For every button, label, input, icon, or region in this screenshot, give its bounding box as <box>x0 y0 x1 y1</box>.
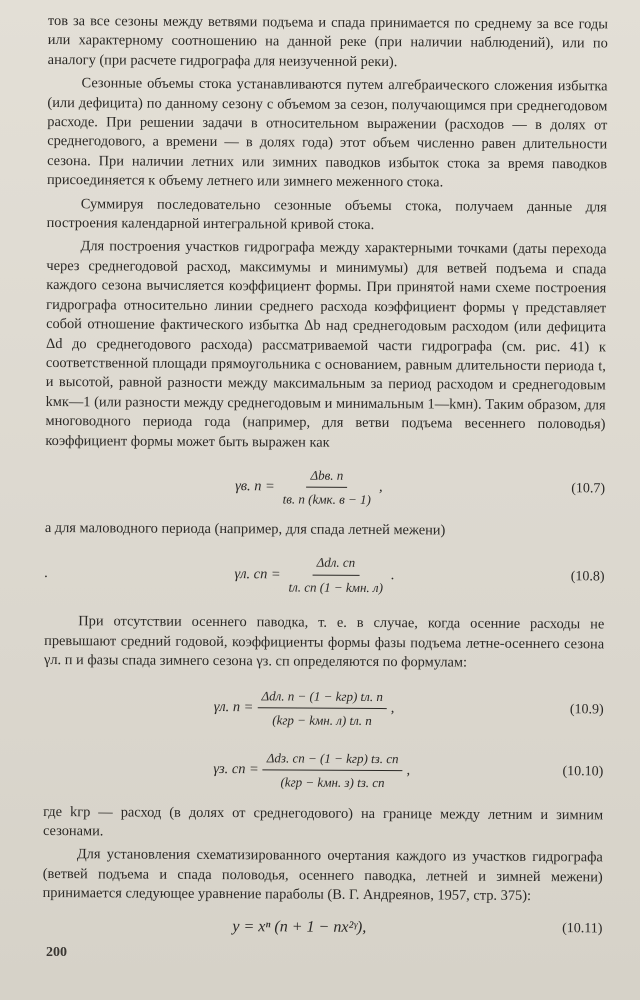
paragraph-5: а для маловодного периода (например, для спада летней межени) <box>44 519 446 539</box>
formula-10-9-tail: , <box>390 699 395 716</box>
formula-10-9-lhs: γл. п = <box>213 698 254 716</box>
formula-10-11 <box>42 908 602 947</box>
paragraph-2: Сезонные объемы стока устанавливаются путем алгебраического сложения избытка (или дефицита) по данному сезону с объемом за сезон, получающимся при среднегодовом расходе. При решении задачи в относительном выражении (расходов — в долях от среднегодового, а времени — в долях года) этот объем численно равен длительности сезона. При наличии летних или зимних паводков избыток стока за время паводков присоединяется к объему летнего или зимнего меженного стока. <box>46 75 608 191</box>
formula-10-9-numerator: Δdл. п − (1 − kгр) tл. п <box>257 686 387 709</box>
formula-10-8 <box>44 548 604 601</box>
formula-10-7-fraction <box>279 465 376 509</box>
formula-10-10-lhs: γз. сп = <box>213 760 259 778</box>
formula-10-7 <box>45 461 605 514</box>
formula-10-9 <box>44 681 604 736</box>
formula-10-10 <box>43 743 603 798</box>
formula-10-7-tail: , <box>378 479 383 496</box>
paragraph-3: Суммируя последовательно сезонные объемы стока, получаем данные для построения календарной интегральной кривой стока. <box>46 195 607 234</box>
formula-10-11-body: y = xⁿ (n + 1 − nx²ᵞ), <box>232 918 367 936</box>
formula-10-7-numerator: Δbв. п <box>306 466 347 489</box>
paragraph-8: Для установления схематизированного очертания каждого из участков гидрографа (ветвей подъема и спада половодья, осеннего паводка, летней и зимней межени) принимается следующее уравнение параболы (В. Г. Андреянов, 1957, стр. 375): <box>42 846 603 905</box>
formula-10-9-body <box>214 682 395 735</box>
formula-10-9-fraction <box>257 686 387 731</box>
formula-10-7-lhs: γв. п = <box>235 478 275 495</box>
formula-10-8-denominator: tл. сп (1 − kмн. л) <box>288 579 384 595</box>
formula-10-8-tail: . <box>390 566 395 583</box>
formula-10-7-body <box>235 462 383 513</box>
equation-number-10-9: (10.9) <box>569 702 604 718</box>
page-number: 200 <box>46 945 67 960</box>
paragraph-1: тов за все сезоны между ветвями подъема и спада принимается по среднему за все годы или характерному соотношению на данной реке (при наличии наблюдений), или по аналогу (при расчете гидрографа для неизученной реки). <box>47 12 608 70</box>
paragraph-4: Для построения участков гидрографа между характерными точками (даты перехода через среднегодовой расход, максимумы и минимумы) для ветвей подъема и спада каждого сезона вычисляется коэффициент формы. При принятой нами схеме построения гидрографа относительно линии среднего расхода коэффициент формы γ представляет собой отношение фактического избытка Δb над среднегодовым расходом (или дефицита Δd до среднегодового расхода) рассматриваемой части гидрографа (см. рис. 41) к соответственной площади прямоугольника с основанием, равным длительности периода t, и высотой, равной разности между максимальным за период расходом и среднегодовым kмк—1 (или разности между среднегодовым и минимальным 1—kмн). Таким образом, для многоводного периода года (например, для ветви подъема весеннего половодья) коэффициент формы может быть выражен как <box>45 238 607 451</box>
formula-10-8-lead: . <box>44 564 49 581</box>
equation-number-10-10: (10.10) <box>562 764 604 780</box>
page-body <box>42 12 608 955</box>
formula-10-7-denominator: tв. п (kмк. в − 1) <box>282 491 371 508</box>
formula-10-8-body <box>234 549 394 600</box>
equation-number-10-11: (10.11) <box>562 921 603 937</box>
formula-10-8-fraction <box>284 553 387 597</box>
equation-number-10-7: (10.7) <box>571 481 606 497</box>
formula-10-10-body <box>213 744 410 797</box>
formula-10-8-lhs: γл. сп = <box>234 565 281 583</box>
paragraph-6: При отсутствии осеннего паводка, т. е. в случае, когда осенние расходы не превышают средний годовой, коэффициенты формы фазы подъема летне-осеннего сезона γл. п и фазы спада зимнего сезона γз. сп определяются по формулам: <box>43 613 605 671</box>
formula-10-9-denominator: (kгр − kмн. л) tл. п <box>272 712 372 729</box>
paragraph-7: где kгр — расход (в долях от среднегодового) на границе между летним и зимним сезонами. <box>42 803 604 840</box>
formula-10-10-numerator: Δdз. сп − (1 − kгр) tз. сп <box>263 748 403 771</box>
formula-10-10-tail: , <box>406 762 411 779</box>
formula-10-10-denominator: (kгр − kмн. з) tз. сп <box>280 774 385 791</box>
formula-10-10-fraction <box>263 748 403 793</box>
formula-10-8-numerator: Δdл. сп <box>313 553 360 576</box>
equation-number-10-8: (10.8) <box>570 568 605 585</box>
